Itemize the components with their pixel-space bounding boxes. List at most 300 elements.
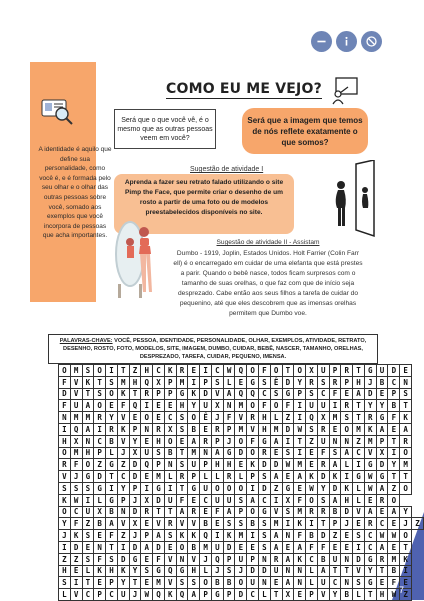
grid-cell[interactable]: M — [70, 447, 82, 459]
grid-cell[interactable]: B — [200, 518, 212, 530]
grid-cell[interactable]: M — [235, 530, 247, 542]
grid-cell[interactable]: Q — [247, 388, 259, 400]
grid-cell[interactable]: M — [329, 412, 341, 424]
grid-cell[interactable]: C — [117, 471, 129, 483]
grid-cell[interactable]: E — [376, 388, 388, 400]
grid-cell[interactable]: M — [270, 518, 282, 530]
grid-cell[interactable]: H — [188, 565, 200, 577]
grid-cell[interactable]: T — [129, 577, 141, 589]
grid-cell[interactable]: I — [200, 365, 212, 377]
grid-cell[interactable]: P — [235, 506, 247, 518]
grid-cell[interactable]: D — [317, 471, 329, 483]
grid-cell[interactable]: B — [341, 589, 353, 601]
grid-cell[interactable]: O — [141, 412, 153, 424]
grid-cell[interactable]: E — [94, 530, 106, 542]
grid-cell[interactable]: U — [317, 365, 329, 377]
grid-cell[interactable]: J — [211, 412, 223, 424]
grid-cell[interactable]: P — [153, 388, 165, 400]
grid-cell[interactable]: T — [270, 589, 282, 601]
grid-cell[interactable]: E — [235, 376, 247, 388]
grid-cell[interactable]: E — [294, 482, 306, 494]
grid-cell[interactable]: E — [388, 518, 400, 530]
grid-cell[interactable]: I — [247, 530, 259, 542]
grid-cell[interactable]: U — [306, 400, 318, 412]
grid-cell[interactable]: M — [153, 577, 165, 589]
grid-cell[interactable]: V — [188, 553, 200, 565]
info-icon[interactable] — [336, 31, 357, 52]
grid-cell[interactable]: K — [188, 530, 200, 542]
grid-cell[interactable]: D — [59, 388, 71, 400]
grid-cell[interactable]: I — [247, 482, 259, 494]
grid-cell[interactable]: P — [388, 388, 400, 400]
grid-cell[interactable]: C — [329, 577, 341, 589]
grid-cell[interactable]: O — [200, 577, 212, 589]
grid-cell[interactable]: A — [364, 506, 376, 518]
grid-cell[interactable]: L — [270, 412, 282, 424]
grid-cell[interactable]: P — [94, 447, 106, 459]
grid-cell[interactable]: M — [117, 376, 129, 388]
grid-cell[interactable]: R — [364, 518, 376, 530]
grid-cell[interactable]: V — [117, 518, 129, 530]
grid-cell[interactable]: R — [188, 506, 200, 518]
grid-cell[interactable]: S — [317, 494, 329, 506]
grid-cell[interactable]: G — [259, 506, 271, 518]
grid-cell[interactable]: W — [388, 530, 400, 542]
grid-cell[interactable]: E — [329, 423, 341, 435]
grid-cell[interactable]: J — [59, 530, 71, 542]
grid-cell[interactable]: G — [106, 459, 118, 471]
grid-cell[interactable]: X — [376, 447, 388, 459]
grid-cell[interactable]: T — [388, 435, 400, 447]
grid-cell[interactable]: A — [400, 423, 412, 435]
grid-cell[interactable]: Z — [59, 553, 71, 565]
grid-cell[interactable]: I — [188, 376, 200, 388]
grid-cell[interactable]: G — [153, 565, 165, 577]
grid-cell[interactable]: E — [376, 577, 388, 589]
grid-cell[interactable]: U — [376, 365, 388, 377]
grid-cell[interactable]: I — [353, 459, 365, 471]
grid-cell[interactable]: N — [294, 577, 306, 589]
grid-cell[interactable]: F — [70, 459, 82, 471]
grid-cell[interactable]: Y — [59, 518, 71, 530]
grid-cell[interactable]: X — [94, 506, 106, 518]
grid-cell[interactable]: H — [353, 376, 365, 388]
grid-cell[interactable]: V — [70, 589, 82, 601]
grid-cell[interactable]: E — [188, 365, 200, 377]
grid-cell[interactable]: A — [270, 471, 282, 483]
grid-cell[interactable]: R — [329, 376, 341, 388]
grid-cell[interactable]: Z — [388, 482, 400, 494]
grid-cell[interactable]: G — [364, 365, 376, 377]
grid-cell[interactable]: U — [211, 494, 223, 506]
grid-cell[interactable]: R — [259, 447, 271, 459]
grid-cell[interactable]: P — [329, 365, 341, 377]
grid-cell[interactable]: W — [294, 423, 306, 435]
grid-cell[interactable]: P — [106, 577, 118, 589]
grid-cell[interactable]: I — [388, 447, 400, 459]
grid-cell[interactable]: D — [247, 565, 259, 577]
grid-cell[interactable]: M — [200, 541, 212, 553]
grid-cell[interactable]: T — [317, 518, 329, 530]
grid-cell[interactable]: W — [282, 459, 294, 471]
grid-cell[interactable]: S — [259, 530, 271, 542]
grid-cell[interactable]: L — [200, 565, 212, 577]
grid-cell[interactable]: E — [388, 423, 400, 435]
grid-cell[interactable]: P — [211, 435, 223, 447]
grid-cell[interactable]: M — [294, 459, 306, 471]
grid-cell[interactable]: N — [329, 435, 341, 447]
grid-cell[interactable]: L — [353, 482, 365, 494]
grid-cell[interactable]: X — [282, 494, 294, 506]
grid-cell[interactable]: Y — [388, 459, 400, 471]
grid-cell[interactable]: B — [317, 553, 329, 565]
grid-cell[interactable]: E — [294, 589, 306, 601]
grid-cell[interactable]: S — [341, 412, 353, 424]
grid-cell[interactable]: T — [341, 565, 353, 577]
grid-cell[interactable]: K — [94, 565, 106, 577]
grid-cell[interactable]: O — [400, 447, 412, 459]
grid-cell[interactable]: T — [294, 435, 306, 447]
grid-cell[interactable]: B — [211, 577, 223, 589]
grid-cell[interactable]: S — [82, 365, 94, 377]
grid-cell[interactable]: G — [376, 471, 388, 483]
grid-cell[interactable]: D — [353, 553, 365, 565]
grid-cell[interactable]: G — [211, 589, 223, 601]
grid-cell[interactable]: B — [164, 447, 176, 459]
grid-cell[interactable]: V — [70, 388, 82, 400]
grid-cell[interactable]: J — [400, 518, 412, 530]
grid-cell[interactable]: U — [70, 400, 82, 412]
grid-cell[interactable]: V — [317, 589, 329, 601]
grid-cell[interactable]: O — [223, 482, 235, 494]
grid-cell[interactable]: O — [94, 365, 106, 377]
grid-cell[interactable]: C — [388, 376, 400, 388]
grid-cell[interactable]: T — [106, 471, 118, 483]
grid-cell[interactable]: U — [82, 506, 94, 518]
grid-cell[interactable]: D — [376, 459, 388, 471]
grid-cell[interactable]: F — [329, 388, 341, 400]
grid-cell[interactable]: M — [153, 471, 165, 483]
grid-cell[interactable]: X — [70, 435, 82, 447]
grid-cell[interactable]: F — [388, 577, 400, 589]
grid-cell[interactable]: U — [270, 565, 282, 577]
grid-cell[interactable]: V — [353, 565, 365, 577]
grid-cell[interactable]: O — [211, 482, 223, 494]
grid-cell[interactable]: G — [364, 553, 376, 565]
grid-cell[interactable]: A — [282, 553, 294, 565]
grid-cell[interactable]: P — [223, 589, 235, 601]
grid-cell[interactable]: K — [176, 530, 188, 542]
grid-cell[interactable]: K — [117, 388, 129, 400]
grid-cell[interactable]: N — [200, 447, 212, 459]
grid-cell[interactable]: O — [294, 365, 306, 377]
grid-cell[interactable]: A — [82, 423, 94, 435]
grid-cell[interactable]: G — [259, 435, 271, 447]
grid-cell[interactable]: U — [317, 435, 329, 447]
grid-cell[interactable]: G — [82, 471, 94, 483]
grid-cell[interactable]: P — [129, 482, 141, 494]
grid-cell[interactable]: O — [235, 435, 247, 447]
grid-cell[interactable]: D — [259, 482, 271, 494]
grid-cell[interactable]: S — [329, 447, 341, 459]
grid-cell[interactable]: M — [70, 365, 82, 377]
grid-cell[interactable]: K — [400, 553, 412, 565]
grid-cell[interactable]: Y — [106, 412, 118, 424]
grid-cell[interactable]: Q — [141, 376, 153, 388]
grid-cell[interactable]: W — [364, 482, 376, 494]
grid-cell[interactable]: N — [282, 530, 294, 542]
grid-cell[interactable]: N — [282, 565, 294, 577]
grid-cell[interactable]: E — [106, 400, 118, 412]
grid-cell[interactable]: O — [270, 365, 282, 377]
grid-cell[interactable]: J — [117, 447, 129, 459]
grid-cell[interactable]: B — [247, 518, 259, 530]
grid-cell[interactable]: V — [235, 412, 247, 424]
grid-cell[interactable]: P — [94, 589, 106, 601]
grid-cell[interactable]: J — [70, 471, 82, 483]
grid-cell[interactable]: R — [211, 423, 223, 435]
grid-cell[interactable]: A — [388, 506, 400, 518]
grid-cell[interactable]: L — [341, 459, 353, 471]
grid-cell[interactable]: S — [259, 471, 271, 483]
grid-cell[interactable]: K — [59, 494, 71, 506]
grid-cell[interactable]: Y — [376, 400, 388, 412]
grid-cell[interactable]: O — [235, 577, 247, 589]
grid-cell[interactable]: N — [341, 577, 353, 589]
grid-cell[interactable]: S — [153, 447, 165, 459]
grid-cell[interactable]: E — [141, 553, 153, 565]
grid-cell[interactable]: M — [353, 423, 365, 435]
grid-cell[interactable]: A — [188, 435, 200, 447]
grid-cell[interactable]: D — [388, 365, 400, 377]
grid-cell[interactable]: Y — [364, 565, 376, 577]
grid-cell[interactable]: S — [176, 459, 188, 471]
grid-cell[interactable]: A — [329, 459, 341, 471]
grid-cell[interactable]: D — [223, 541, 235, 553]
grid-cell[interactable]: I — [59, 423, 71, 435]
grid-cell[interactable]: I — [341, 471, 353, 483]
grid-cell[interactable]: X — [282, 589, 294, 601]
grid-cell[interactable]: O — [247, 506, 259, 518]
grid-cell[interactable]: A — [106, 518, 118, 530]
grid-cell[interactable]: Ê — [200, 412, 212, 424]
grid-cell[interactable]: S — [188, 577, 200, 589]
grid-cell[interactable]: T — [282, 365, 294, 377]
grid-cell[interactable]: T — [376, 565, 388, 577]
grid-cell[interactable]: S — [223, 518, 235, 530]
grid-cell[interactable]: L — [94, 494, 106, 506]
grid-cell[interactable]: I — [82, 494, 94, 506]
grid-cell[interactable]: Z — [117, 459, 129, 471]
grid-cell[interactable]: T — [106, 541, 118, 553]
grid-cell[interactable]: F — [259, 400, 271, 412]
grid-cell[interactable]: C — [211, 365, 223, 377]
grid-cell[interactable]: N — [341, 553, 353, 565]
grid-cell[interactable]: M — [235, 400, 247, 412]
grid-cell[interactable]: Q — [235, 365, 247, 377]
grid-cell[interactable]: P — [306, 589, 318, 601]
grid-cell[interactable]: Z — [282, 412, 294, 424]
grid-cell[interactable]: T — [176, 447, 188, 459]
grid-cell[interactable]: D — [70, 541, 82, 553]
grid-cell[interactable]: M — [235, 423, 247, 435]
grid-cell[interactable]: F — [59, 376, 71, 388]
grid-cell[interactable]: O — [94, 400, 106, 412]
grid-cell[interactable]: I — [294, 412, 306, 424]
grid-cell[interactable]: K — [188, 388, 200, 400]
grid-cell[interactable]: Q — [164, 565, 176, 577]
grid-cell[interactable]: K — [223, 530, 235, 542]
grid-cell[interactable]: K — [294, 518, 306, 530]
grid-cell[interactable]: S — [59, 482, 71, 494]
grid-cell[interactable]: E — [353, 518, 365, 530]
grid-cell[interactable]: Z — [129, 365, 141, 377]
grid-cell[interactable]: H — [376, 589, 388, 601]
grid-cell[interactable]: E — [341, 530, 353, 542]
grid-cell[interactable]: Z — [329, 530, 341, 542]
grid-cell[interactable]: I — [141, 482, 153, 494]
grid-cell[interactable]: N — [176, 553, 188, 565]
grid-cell[interactable]: G — [364, 577, 376, 589]
grid-cell[interactable]: R — [341, 365, 353, 377]
grid-cell[interactable]: T — [176, 482, 188, 494]
grid-cell[interactable]: R — [306, 376, 318, 388]
grid-cell[interactable]: T — [329, 565, 341, 577]
grid-cell[interactable]: L — [200, 471, 212, 483]
grid-cell[interactable]: E — [376, 506, 388, 518]
grid-cell[interactable]: V — [70, 376, 82, 388]
grid-cell[interactable]: W — [141, 589, 153, 601]
grid-cell[interactable]: Q — [141, 459, 153, 471]
grid-cell[interactable]: K — [117, 565, 129, 577]
grid-cell[interactable]: L — [306, 577, 318, 589]
grid-cell[interactable]: L — [106, 447, 118, 459]
grid-cell[interactable]: W — [223, 365, 235, 377]
grid-cell[interactable]: Q — [211, 553, 223, 565]
grid-cell[interactable]: D — [94, 471, 106, 483]
grid-cell[interactable]: Z — [94, 459, 106, 471]
grid-cell[interactable]: H — [176, 400, 188, 412]
grid-cell[interactable]: S — [353, 577, 365, 589]
grid-cell[interactable]: I — [70, 577, 82, 589]
grid-cell[interactable]: A — [141, 541, 153, 553]
grid-cell[interactable]: P — [329, 518, 341, 530]
grid-cell[interactable]: D — [270, 459, 282, 471]
grid-cell[interactable]: F — [259, 365, 271, 377]
grid-cell[interactable]: V — [117, 435, 129, 447]
grid-cell[interactable]: L — [306, 565, 318, 577]
grid-cell[interactable]: N — [400, 376, 412, 388]
grid-cell[interactable]: I — [306, 518, 318, 530]
grid-cell[interactable]: E — [364, 494, 376, 506]
grid-cell[interactable]: O — [59, 506, 71, 518]
grid-cell[interactable]: C — [353, 447, 365, 459]
grid-cell[interactable]: S — [211, 376, 223, 388]
grid-cell[interactable]: Y — [188, 400, 200, 412]
grid-cell[interactable]: R — [317, 423, 329, 435]
grid-cell[interactable]: F — [211, 506, 223, 518]
grid-cell[interactable]: J — [223, 435, 235, 447]
grid-cell[interactable]: F — [94, 553, 106, 565]
grid-cell[interactable]: R — [247, 412, 259, 424]
grid-cell[interactable]: G — [188, 482, 200, 494]
grid-cell[interactable]: B — [188, 541, 200, 553]
grid-cell[interactable]: F — [306, 541, 318, 553]
grid-cell[interactable]: X — [141, 494, 153, 506]
grid-cell[interactable]: E — [235, 541, 247, 553]
grid-cell[interactable]: A — [341, 447, 353, 459]
grid-cell[interactable]: E — [176, 435, 188, 447]
grid-cell[interactable]: Ê — [270, 376, 282, 388]
grid-cell[interactable]: U — [164, 494, 176, 506]
grid-cell[interactable]: Y — [294, 376, 306, 388]
grid-cell[interactable]: S — [59, 577, 71, 589]
grid-cell[interactable]: F — [247, 435, 259, 447]
grid-cell[interactable]: K — [364, 423, 376, 435]
grid-cell[interactable]: E — [153, 412, 165, 424]
grid-cell[interactable]: T — [129, 388, 141, 400]
grid-cell[interactable]: P — [188, 471, 200, 483]
grid-cell[interactable]: H — [259, 412, 271, 424]
grid-cell[interactable]: M — [188, 447, 200, 459]
grid-cell[interactable]: K — [164, 589, 176, 601]
grid-cell[interactable]: E — [388, 541, 400, 553]
grid-cell[interactable]: I — [141, 400, 153, 412]
grid-cell[interactable]: M — [400, 459, 412, 471]
grid-cell[interactable]: V — [176, 518, 188, 530]
grid-cell[interactable]: V — [211, 388, 223, 400]
grid-cell[interactable]: J — [129, 530, 141, 542]
grid-cell[interactable]: G — [129, 553, 141, 565]
grid-cell[interactable]: P — [223, 553, 235, 565]
grid-cell[interactable]: P — [200, 459, 212, 471]
grid-cell[interactable]: C — [247, 589, 259, 601]
grid-cell[interactable]: C — [376, 518, 388, 530]
grid-cell[interactable]: E — [164, 541, 176, 553]
grid-cell[interactable]: P — [247, 553, 259, 565]
grid-cell[interactable]: X — [129, 518, 141, 530]
grid-cell[interactable]: H — [223, 459, 235, 471]
grid-cell[interactable]: S — [400, 388, 412, 400]
grid-cell[interactable]: H — [106, 565, 118, 577]
grid-cell[interactable]: H — [59, 565, 71, 577]
grid-cell[interactable]: L — [235, 471, 247, 483]
grid-cell[interactable]: F — [294, 530, 306, 542]
grid-cell[interactable]: B — [376, 376, 388, 388]
grid-cell[interactable]: A — [247, 494, 259, 506]
grid-cell[interactable]: E — [188, 494, 200, 506]
grid-cell[interactable]: R — [141, 506, 153, 518]
grid-cell[interactable]: T — [82, 577, 94, 589]
grid-cell[interactable]: K — [247, 459, 259, 471]
grid-cell[interactable]: S — [141, 565, 153, 577]
grid-cell[interactable]: L — [259, 589, 271, 601]
grid-cell[interactable]: T — [117, 365, 129, 377]
grid-cell[interactable]: A — [282, 577, 294, 589]
grid-cell[interactable]: G — [176, 388, 188, 400]
grid-cell[interactable]: J — [364, 376, 376, 388]
grid-cell[interactable]: E — [341, 541, 353, 553]
grid-cell[interactable]: G — [153, 482, 165, 494]
grid-cell[interactable]: W — [388, 589, 400, 601]
grid-cell[interactable]: D — [282, 423, 294, 435]
grid-cell[interactable]: V — [188, 518, 200, 530]
grid-cell[interactable]: N — [294, 565, 306, 577]
grid-cell[interactable]: C — [364, 530, 376, 542]
grid-cell[interactable]: F — [294, 494, 306, 506]
grid-cell[interactable]: I — [106, 482, 118, 494]
grid-cell[interactable]: R — [341, 400, 353, 412]
